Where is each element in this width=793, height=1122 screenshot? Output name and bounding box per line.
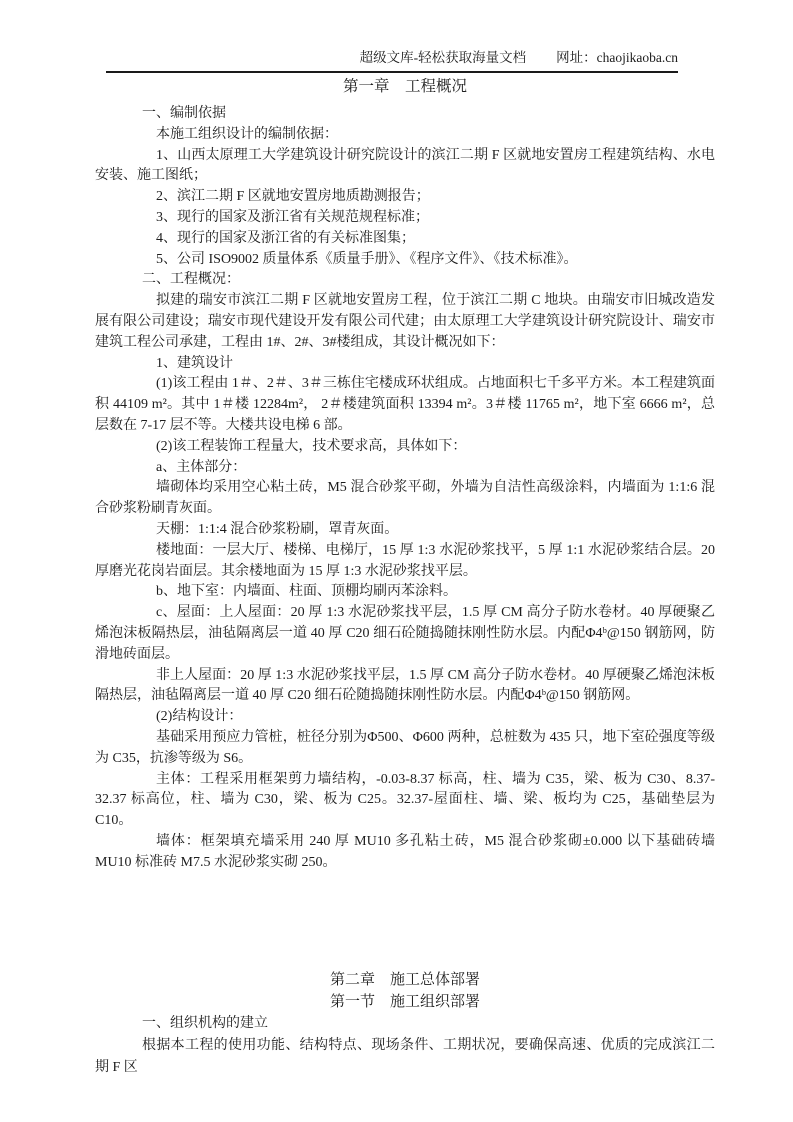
paragraph: (2)该工程装饰工程量大，技术要求高，具体如下： [156,438,467,454]
paragraph: (1)该工程由 1＃、2＃、3＃三栋住宅楼成环状组成。占地面积七千多平方米。本工程建筑面积 44109 m²。其中 1＃楼 12284m²， 2＃楼建筑面积 13394 m²。3＃楼 11765 m²，地下室 6666 m²，总层数在 7-17 层不等。大楼共设电梯 6 部。 [95,376,715,433]
chapter2-block [95,969,715,1079]
heading-org-structure: 一、组织机构的建立 [142,1016,268,1032]
chapter2-section-title: 第一节 施工组织部署 [329,994,480,1011]
paragraph: 拟建的瑞安市滨江二期 F 区就地安置房工程，位于滨江二期 C 地块。由瑞安市旧城改造发展有限公司建设；瑞安市现代建设开发有限公司代建；由太原理工大学建筑设计研究院设计、瑞安市建筑工程公司承建，工程由 1#、2#、3#楼组成，其设计概况如下： [95,293,715,350]
paragraph: 非上人屋面：20 厚 1:3 水泥砂浆找平层，1.5 厚 CM 高分子防水卷材。40 厚硬聚乙烯泡沫板隔热层，油毡隔离层一道 40 厚 C20 细石砼随捣随抹刚性防水层。内配Φ4ᵇ@150 钢筋网。 [95,667,715,704]
header-site-name: 超级文库-轻松获取海量文档 [359,50,527,65]
heading-compilation-basis: 一、编制依据 [142,106,226,121]
document-body [95,76,715,1079]
heading-basement: b、地下室：内墙面、柱面、顶棚均刷丙苯涂料。 [156,584,457,600]
paragraph: 本施工组织设计的编制依据： [156,126,338,142]
paragraph: 墙砌体均采用空心粘土砖，M5 混合砂浆平砌，外墙为自洁性高级涂料，内墙面为 1:1:6 混合砂浆粉刷青灰面。 [95,480,715,517]
heading-project-overview: 二、工程概况： [142,272,240,288]
paragraph: 墙体：框架填充墙采用 240 厚 MU10 多孔粘土砖，M5 混合砂浆砌±0.000 以下基础砖墙 MU10 标准砖 M7.5 水泥砂浆实砌 250。 [95,833,715,870]
paragraph: 楼地面：一层大厅、楼梯、电梯厅，15 厚 1:3 水泥砂浆找平，5 厚 1:1 水泥砂浆结合层。20 厚磨光花岗岩面层。其余楼地面为 15 厚 1:3 水泥砂浆找平层。 [95,542,715,579]
paragraph: 天棚：1:1:4 混合砂浆粉刷，罩青灰面。 [156,521,399,537]
list-item-3: 3、现行的国家及浙江省有关规范规程标准； [156,209,429,225]
heading-main-body: a、主体部分： [156,459,247,475]
list-item-4: 4、现行的国家及浙江省的有关标准图集； [156,230,415,246]
paragraph: 根据本工程的使用功能、结构特点、现场条件、工期状况，要确保高速、优质的完成滨江二期 F 区 [95,1038,715,1076]
paragraph: 基础采用预应力管桩，桩径分别为Φ500、Φ600 两种，总桩数为 435 只，地下室砼强度等级为 C35，抗渗等级为 S6。 [95,729,715,766]
heading-architectural-design: 1、建筑设计 [156,355,233,371]
paragraph: c、屋面：上人屋面：20 厚 1:3 水泥砂浆找平层，1.5 厚 CM 高分子防水卷材。40 厚硬聚乙烯泡沫板隔热层，油毡隔离层一道 40 厚 C20 细石砼随捣随抹刚性防水层。内配Φ4ᵇ@150 钢筋网，防滑地砖面层。 [95,605,715,662]
heading-structural-design: (2)结构设计： [156,709,243,725]
paragraph: 主体：工程采用框架剪力墙结构，-0.03-8.37 标高，柱、墙为 C35，梁、板为 C30、8.37-32.37 标高位，柱、墙为 C30，梁、板为 C25。32.37-屋面柱、墙、梁、板均为 C25，基础垫层为 C10。 [95,771,715,829]
page-header [106,50,678,73]
section-gap [95,873,715,969]
list-item-2: 2、滨江二期 F 区就地安置房地质勘测报告； [156,189,430,205]
chapter2-title: 第二章 施工总体部署 [329,972,480,989]
list-item-1: 1、山西太原理工大学建筑设计研究院设计的滨江二期 F 区就地安置房工程建筑结构、水电安装、施工图纸； [95,147,715,184]
list-item-5: 5、公司 ISO9002 质量体系《质量手册》、《程序文件》、《技术标准》。 [156,251,578,267]
header-site-url: 网址：chaojikaoba.cn [556,50,678,65]
chapter1-title: 第一章 工程概况 [342,78,467,95]
